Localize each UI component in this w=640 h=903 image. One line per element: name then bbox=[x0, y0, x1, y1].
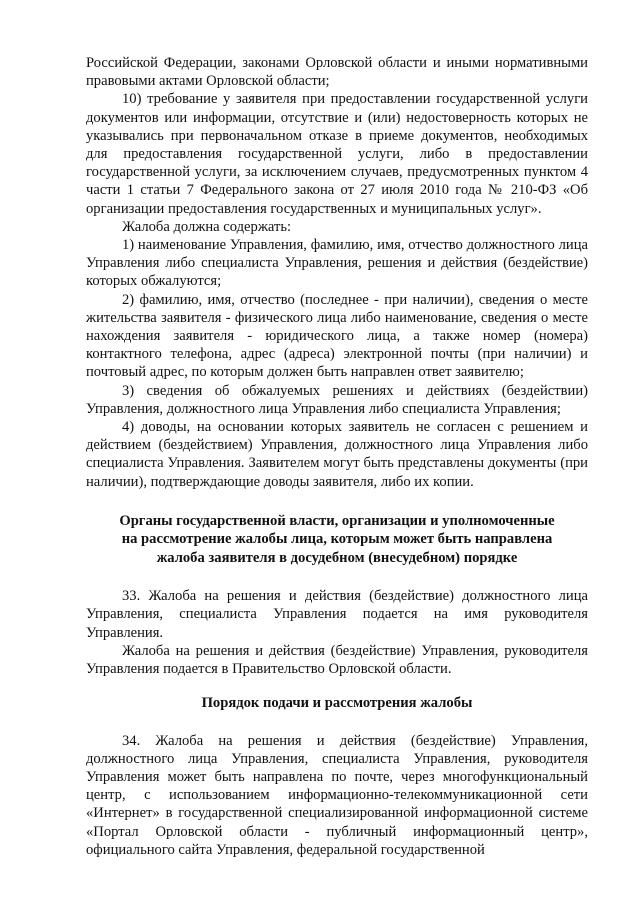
paragraph-item-10: 10) требование у заявителя при предоставлении государственной услуги документов или информации, отсутствие и (или) недостоверность которых не указывались при первоначальном отказе в приеме документов, необходимых для предоставления государственной услуги, либо в предоставлении государственной услуги, за исключением случаев, предусмотренных пунктом 4 части 1 статьи 7 Федерального закона от 27 июля 2010 года № 210-ФЗ «Об организации предоставления государственных и муниципальных услуг». bbox=[86, 91, 588, 217]
document-page bbox=[86, 54, 588, 859]
paragraph-item-2: 2) фамилию, имя, отчество (последнее - при наличии), сведения о месте жительства заявителя - физического лица либо наименование, сведения о месте нахождения заявителя - юридического лица, а также номер (номера) контактного телефона, адрес (адреса) электронной почты (при наличии) и почтовый адрес, по которым должен быть направлен ответ заявителю; bbox=[86, 291, 588, 381]
paragraph-federation-laws: Российской Федерации, законами Орловской области и иными нормативными правовыми актами Орловской области; bbox=[86, 55, 588, 90]
paragraph-item-33: 33. Жалоба на решения и действия (бездействие) должностного лица Управления, специалиста Управления подается на имя руководителя Управления. bbox=[86, 588, 588, 641]
paragraph-item-1: 1) наименование Управления, фамилию, имя, отчество должностного лица Управления либо специалиста Управления, решения и действия (бездействие) которых обжалуются; bbox=[86, 237, 588, 290]
paragraph-complaint-must-contain: Жалоба должна содержать: bbox=[122, 218, 292, 235]
spacer bbox=[86, 491, 588, 512]
section-heading-procedure: Порядок подачи и рассмотрения жалобы bbox=[201, 695, 473, 712]
spacer bbox=[86, 713, 588, 732]
spacer bbox=[86, 567, 588, 587]
section-heading-line: жалоба заявителя в досудебном (внесудебном) порядке bbox=[156, 549, 518, 566]
section-heading-authorities bbox=[86, 512, 588, 567]
paragraph-item-4: 4) доводы, на основании которых заявитель не согласен с решением и действием (бездействием) Управления, должностного лица Управления либо специалиста Управления. Заявителем могут быть представлены документы (при наличии), подтверждающие доводы заявителя, либо их копии. bbox=[86, 419, 588, 490]
section-heading-line: Органы государственной власти, организации и уполномоченные bbox=[119, 512, 555, 529]
paragraph-government-complaint: Жалоба на решения и действия (бездействие) Управления, руководителя Управления подается в Правительство Орловской области. bbox=[86, 642, 588, 677]
paragraph-item-34: 34. Жалоба на решения и действия (бездействие) Управления, должностного лица Управления, специалиста Управления, руководителя Управления может быть направлена по почте, через многофункциональный центр, с использованием информационно-телекоммуникационной сети «Интернет» в государственной специализированной информационной системе «Портал Орловской области - публичный информационный центр», официального сайта Управления, федеральной государственной bbox=[86, 732, 588, 858]
paragraph-item-3: 3) сведения об обжалуемых решениях и действиях (бездействии) Управления, должностного лица Управления либо специалиста Управления; bbox=[86, 382, 588, 417]
spacer bbox=[86, 678, 588, 694]
section-heading-line: на рассмотрение жалобы лица, которым может быть направлена bbox=[121, 531, 553, 548]
